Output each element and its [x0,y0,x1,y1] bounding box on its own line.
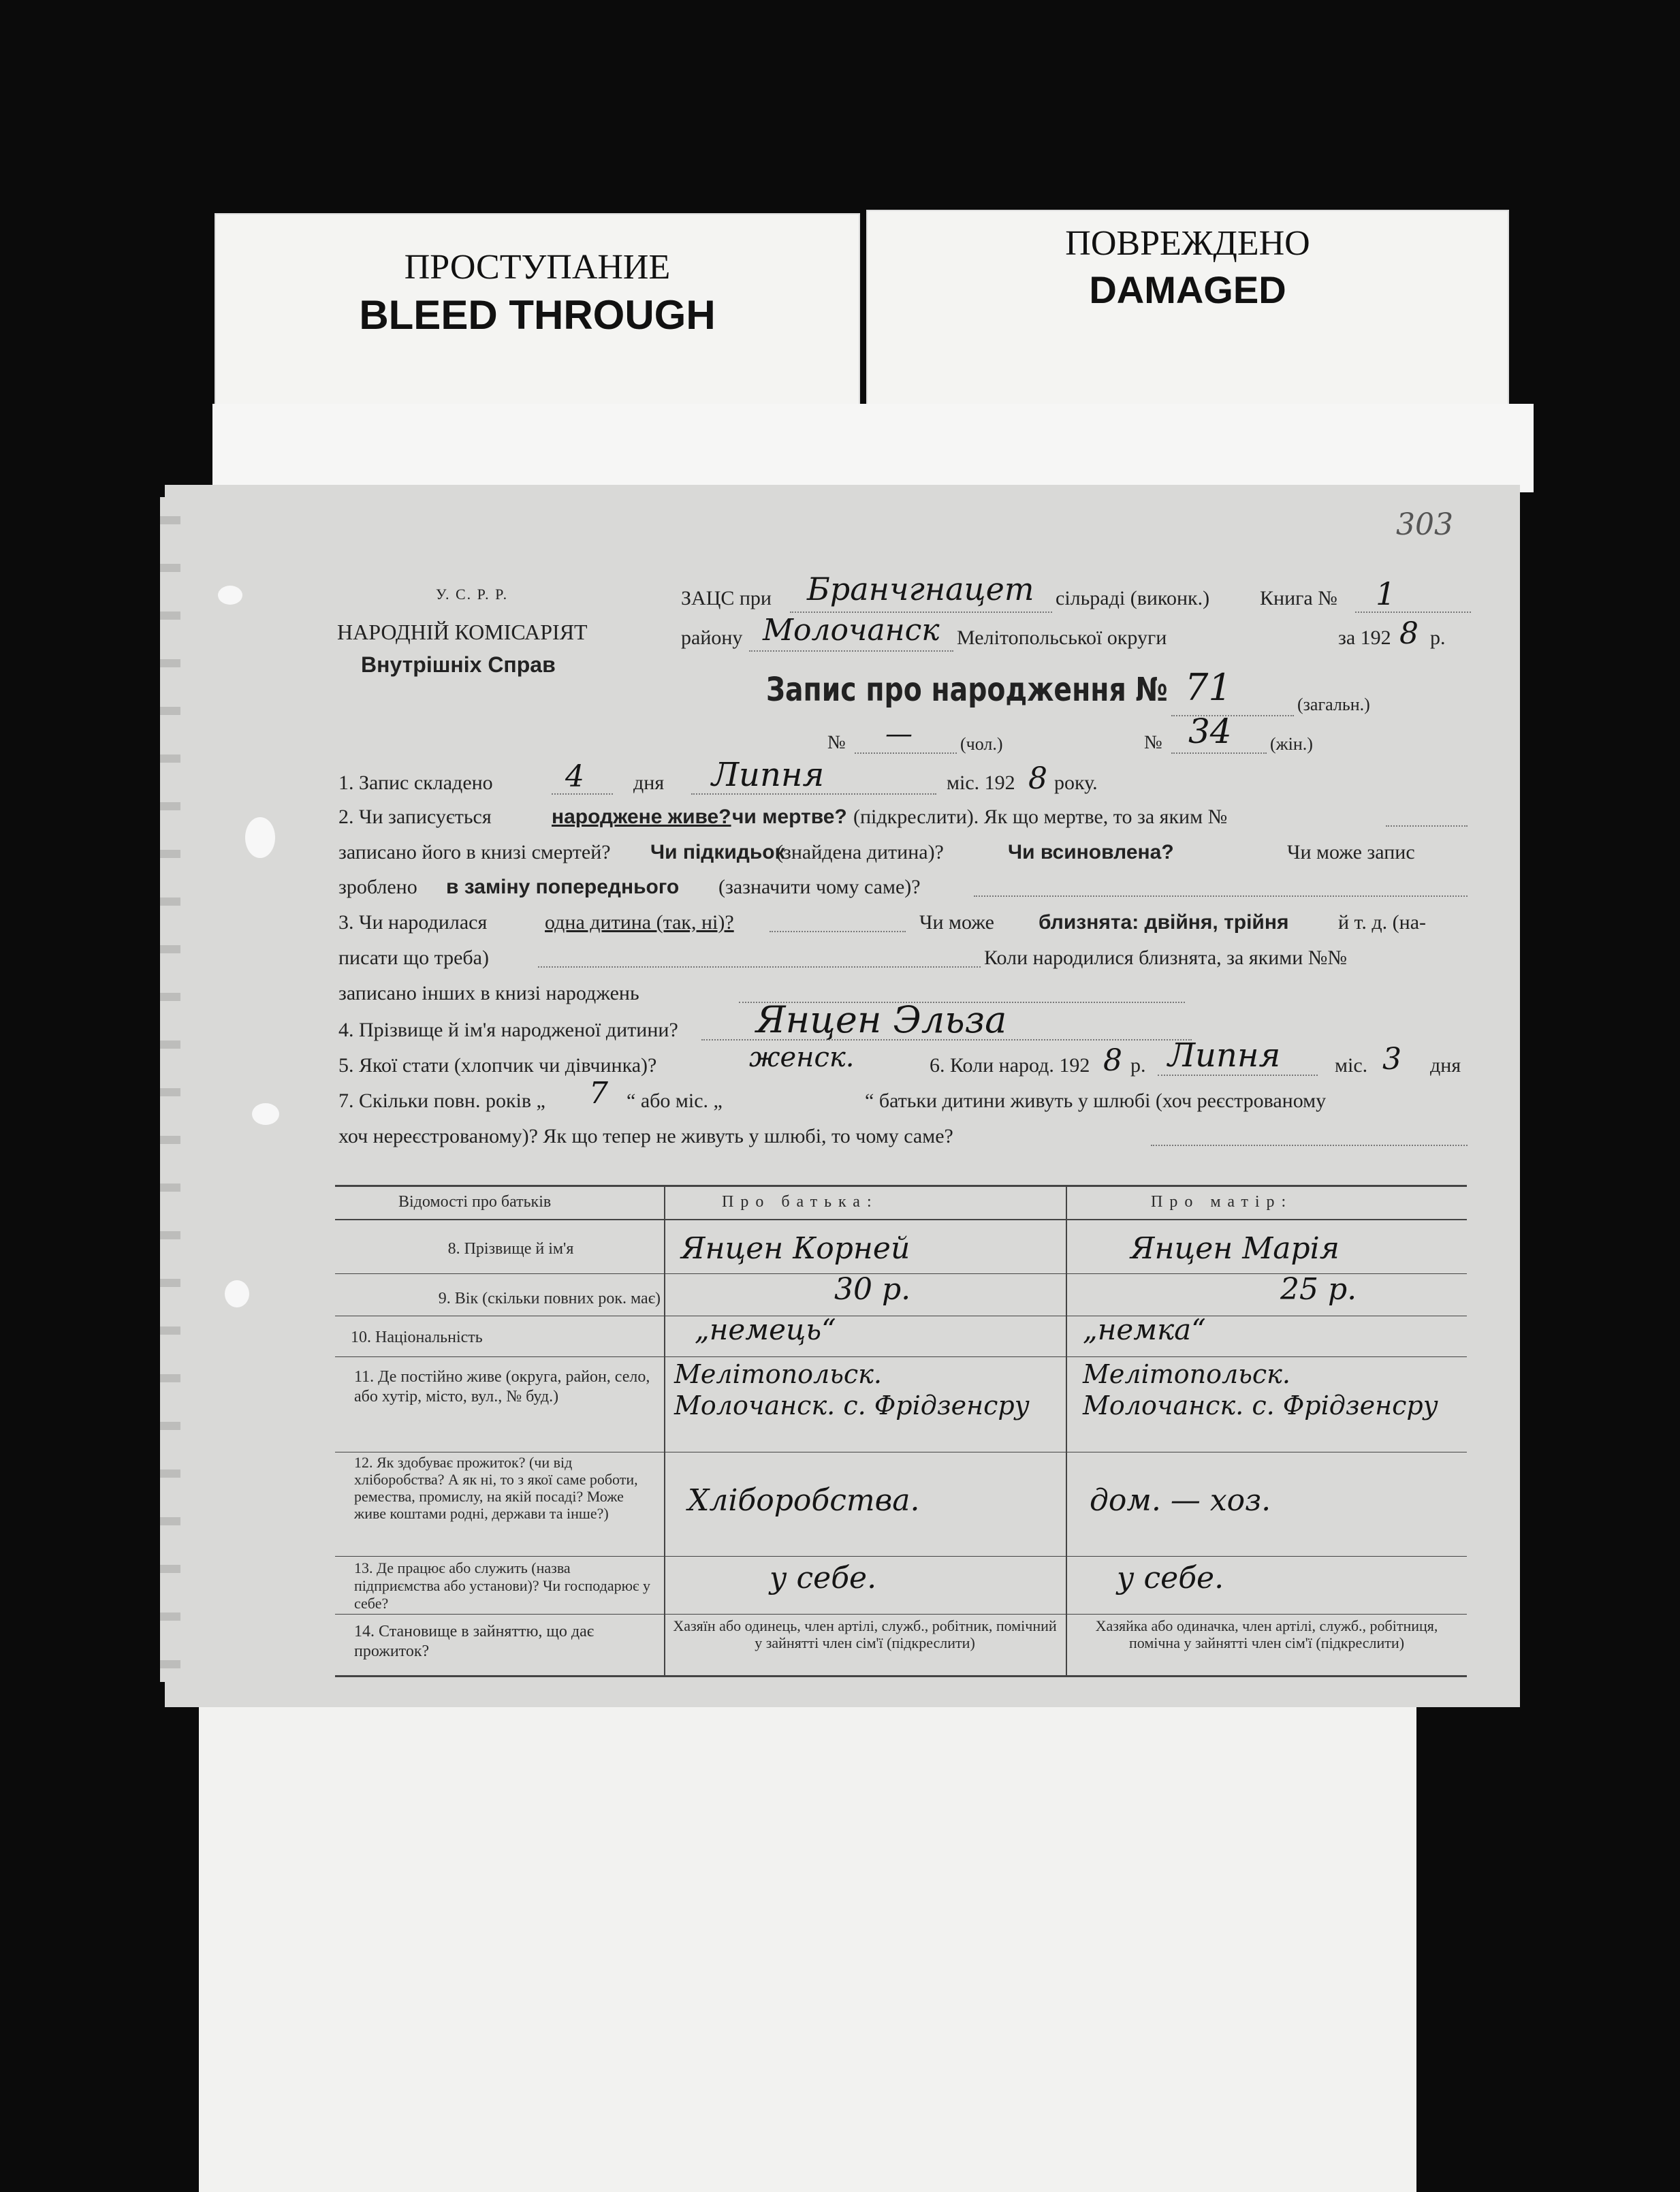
record-title: Запис про народження № [766,671,1168,709]
q1-label: 1. Запис складено [338,772,493,794]
table-top-border [335,1185,1467,1187]
record-number-female: 34 [1188,712,1232,751]
row-11-label: 11. Де постійно живе (округа, район, село, або хутір, місто, вул., № буд.) [354,1368,650,1405]
q2-why-line [974,895,1468,897]
row-9-mother: 25 р. [1280,1272,1357,1307]
q1-month-label: міс. 192 [947,772,1015,794]
male-no-label: № [827,732,846,753]
q4-child-name: Янцен Эльза [756,998,1007,1041]
row-14-label: 14. Становище в зайняттю, що дає прожиток? [354,1623,595,1660]
general-label: (загальн.) [1297,695,1370,714]
damaged-title-ru: ПОВРЕЖДЕНО [1065,224,1310,263]
row-9-father: 30 р. [834,1272,911,1307]
table-col-divider-2 [1066,1185,1067,1677]
row-divider [335,1614,1467,1615]
bleed-through-card [215,213,860,411]
q3-etc: й т. д. (на- [1338,911,1427,934]
row-8-father: Янцен Корней [681,1231,910,1266]
bleed-through-title-ru: ПРОСТУПАНИЕ [404,248,671,287]
record-number-general: 71 [1185,666,1232,709]
table-header-father: Про батька: [722,1193,878,1211]
q3-twins: близнята: двійня, трійня [1039,911,1289,934]
okrug-label: Мелітопольської округи [957,626,1167,649]
row-10-father: „немець“ [695,1313,836,1346]
q3-line [770,931,906,932]
q1-day: 4 [565,759,584,794]
q6-day: 3 [1382,1042,1401,1077]
q5-sex: женск. [749,1042,855,1073]
row-12-father: Хліборобства. [688,1483,920,1518]
q1-day-line [552,793,613,795]
q3-may: Чи може [919,911,994,934]
table-header-mother: Про матір: [1151,1193,1293,1211]
q2-replacement: в заміну попереднього [446,876,680,898]
row-8-mother: Янцен Марія [1130,1231,1340,1266]
q2-found-child: (знайдена дитина)? [776,841,944,863]
q4-line [701,1039,1192,1041]
year-suffix: р. [1430,626,1446,649]
q6-month-label: міс. [1335,1054,1368,1077]
q3-birth-book: записано інших в книзі народжень [338,982,639,1004]
q3-twins-when: Коли народилися близнята, за якими №№ [984,947,1348,969]
row-11-mother: Мелітопольск. Молочанск. с. Фрідзенсру [1083,1359,1438,1420]
q3-label: 3. Чи народилася [338,911,488,934]
row-8-label: 8. Прізвище й ім'я [447,1240,574,1258]
q2-label: 2. Чи записується [338,806,492,828]
q3-write-line [538,966,981,968]
book-number: 1 [1376,575,1396,612]
q6-month: Липня [1168,1036,1281,1075]
record-number-male: — [885,718,913,750]
q6-day-label: дня [1430,1054,1461,1077]
bleed-through-title-en: BLEED THROUGH [359,292,716,338]
q7-years: 7 [589,1076,608,1111]
q1-month-line [691,793,936,795]
q7-months: “ або міс. „ [627,1090,723,1112]
commissariat-label: НАРОДНІЙ КОМІСАРІЯТ [337,620,588,644]
female-number-line [1171,752,1267,754]
archive-page-number: 303 [1396,507,1453,542]
damaged-card [866,210,1509,411]
damage-hole [252,1103,279,1125]
department-label: Внутрішніх Справ [361,652,556,677]
q7-label: 7. Скільки повн. років „ [338,1090,545,1112]
row-divider [335,1356,1467,1357]
q2-death-book: записано його в книзі смертей? [338,841,611,863]
q2-line [1386,825,1468,827]
rayon-handwritten: Молочанск [763,613,940,648]
row-divider [335,1556,1467,1557]
table-col-divider-1 [664,1185,665,1677]
q1-day-label: дня [633,772,665,794]
row-12-label: 12. Як здобуває прожиток? (чи від хліборобства? А як ні, то з якої саме роботи, ремества, промислу, на якій посаді? Може живе коштами родні, держави та інше?) [354,1454,638,1522]
male-number-line [855,752,957,754]
row-14-father: Хазяїн або одинець, член артілі, служб., робітник, помічний у зайнятті член сім'ї (підкреслити) [673,1617,1057,1651]
q2-dead: чи мертве? [732,806,847,828]
q2-made: зроблено [338,876,417,898]
q5-label: 5. Якої стати (хлопчик чи дівчинка)? [338,1054,657,1077]
q2-why: (зазначити чому саме)? [718,876,921,898]
table-header-border [335,1219,1467,1220]
q7-marriage: “ батьки дитини живуть у шлюбі (хоч реєстрованому [865,1090,1327,1112]
row-14-mother: Хазяйка або одиначка, член артілі, служб., робітниця, помічна у зайнятті член сім'ї (підкреслити) [1095,1617,1438,1651]
q6-year: 8 [1103,1043,1122,1078]
q3-one-child: одна дитина (так, ні)? [545,911,734,934]
backing-sheet-bottom [199,1706,1416,2192]
book-label: Книга № [1260,587,1337,609]
damaged-title-en: DAMAGED [1089,268,1286,311]
q6-label: 6. Коли народ. 192 [930,1054,1090,1077]
q2-may-record: Чи може запис [1287,841,1415,863]
rayon-line [749,650,953,652]
selradi-label: сільраді (виконк.) [1056,587,1210,609]
damaged-left-edge [160,497,180,1682]
zags-prefix: ЗАЦС при [681,587,772,609]
female-no-label: № [1144,732,1162,753]
damage-hole [218,586,242,605]
q2-foundling: Чи підкидьок [650,841,785,863]
q4-label: 4. Прізвище й ім'я народженої дитини? [338,1019,678,1041]
zags-handwritten: Бранчгнацет [807,571,1034,607]
year-handwritten: 8 [1399,616,1419,651]
q1-year: 8 [1028,761,1047,796]
male-label: (чол.) [960,734,1003,754]
damage-hole [225,1280,249,1307]
q6-month-line [1158,1075,1318,1076]
backing-sheet [212,404,1534,492]
q2-question: (підкреслити). Як що мертве, то за яким № [853,806,1228,828]
damage-hole [245,817,275,858]
q2-adopted: Чи всиновлена? [1008,841,1174,863]
q1-month: Липня [712,756,825,794]
row-11-father: Мелітопольск. Молочанск. с. Фрідзенсру [674,1359,1030,1420]
q7-unregistered: хоч нереєстрованому)? Як що тепер не живуть у шлюбі, то чому саме? [338,1125,953,1147]
usrr-label: У. С. Р. Р. [436,586,509,603]
q2-alive: народжене живе? [552,806,731,828]
table-header-info: Відомості про батьків [398,1193,552,1211]
row-12-mother: дом. — хоз. [1090,1483,1271,1518]
q3-write: писати що треба) [338,947,489,969]
q6-year-suffix: р. [1130,1054,1146,1077]
year-label: за 192 [1338,626,1391,649]
table-bottom-border [335,1675,1467,1677]
q1-year-suffix: року. [1054,772,1098,794]
row-13-mother: у себе. [1117,1561,1224,1595]
row-13-father: у себе. [770,1561,877,1595]
q7-line [1151,1145,1468,1146]
row-13-label: 13. Де працює або служить (назва підприємства або установи)? Чи господарює у себе? [354,1559,650,1612]
row-10-mother: „немка“ [1083,1313,1206,1346]
book-line [1355,611,1471,613]
rayon-label: району [681,626,743,649]
row-9-label: 9. Вік (скільки повних рок. має) [438,1290,661,1307]
female-label: (жін.) [1270,734,1313,754]
row-10-label: 10. Національність [351,1329,483,1346]
